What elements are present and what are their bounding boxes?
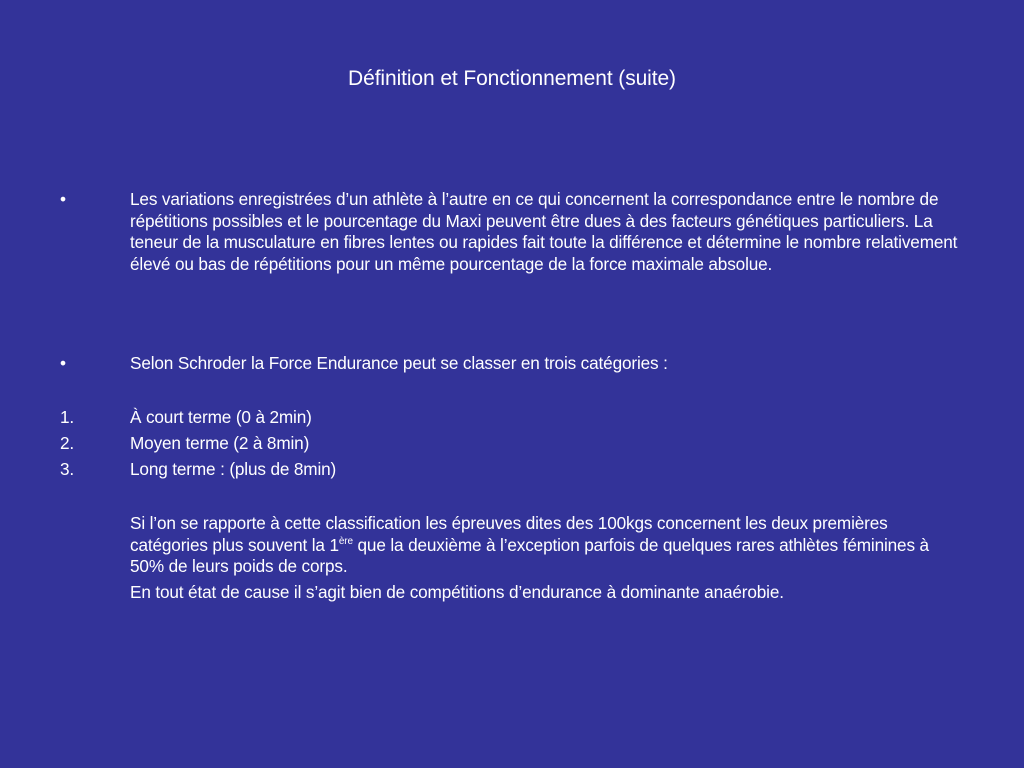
number-marker: 2. bbox=[60, 433, 75, 453]
slide-title: Définition et Fonctionnement (suite) bbox=[348, 67, 676, 90]
closing-text: En tout état de cause il s’agit bien de compétitions d’endurance à dominante anaérobie. bbox=[130, 582, 784, 602]
number-marker: 1. bbox=[60, 407, 75, 427]
numbered-text: Moyen terme (2 à 8min) bbox=[130, 433, 310, 453]
number-marker: 3. bbox=[60, 459, 75, 479]
bullet-text: Les variations enregistrées d’un athlète à l’autre en ce qui concernent la correspondance entre le nombre de répétitions possibles et le pourcentage du Maxi peuvent être dues à des facteurs génétiques particuliers. La teneur de la musculature en fibres lentes ou rapides fait toute la différence et détermine le nombre relativement élevé ou bas de répétitions pour un même pourcentage de la force maximale absolue. bbox=[130, 189, 958, 274]
bullet-marker: • bbox=[60, 353, 66, 373]
paragraph-text-end: que la deuxième à l’exception parfois de quelques rares athlètes féminines à 50% de leurs poids de corps. bbox=[130, 534, 929, 576]
paragraph-text-start: Si l’on se rapporte à cette classification les épreuves dites des 100kgs concernent les deux premières catégories plus souvent la 1 bbox=[130, 513, 888, 555]
numbered-text: Long terme : (plus de 8min) bbox=[130, 459, 337, 479]
superscript-ere: ère bbox=[338, 535, 353, 547]
numbered-text: À court terme (0 à 2min) bbox=[130, 407, 312, 427]
bullet-text: Selon Schroder la Force Endurance peut se classer en trois catégories : bbox=[130, 353, 668, 373]
bullet-marker: • bbox=[60, 189, 66, 209]
